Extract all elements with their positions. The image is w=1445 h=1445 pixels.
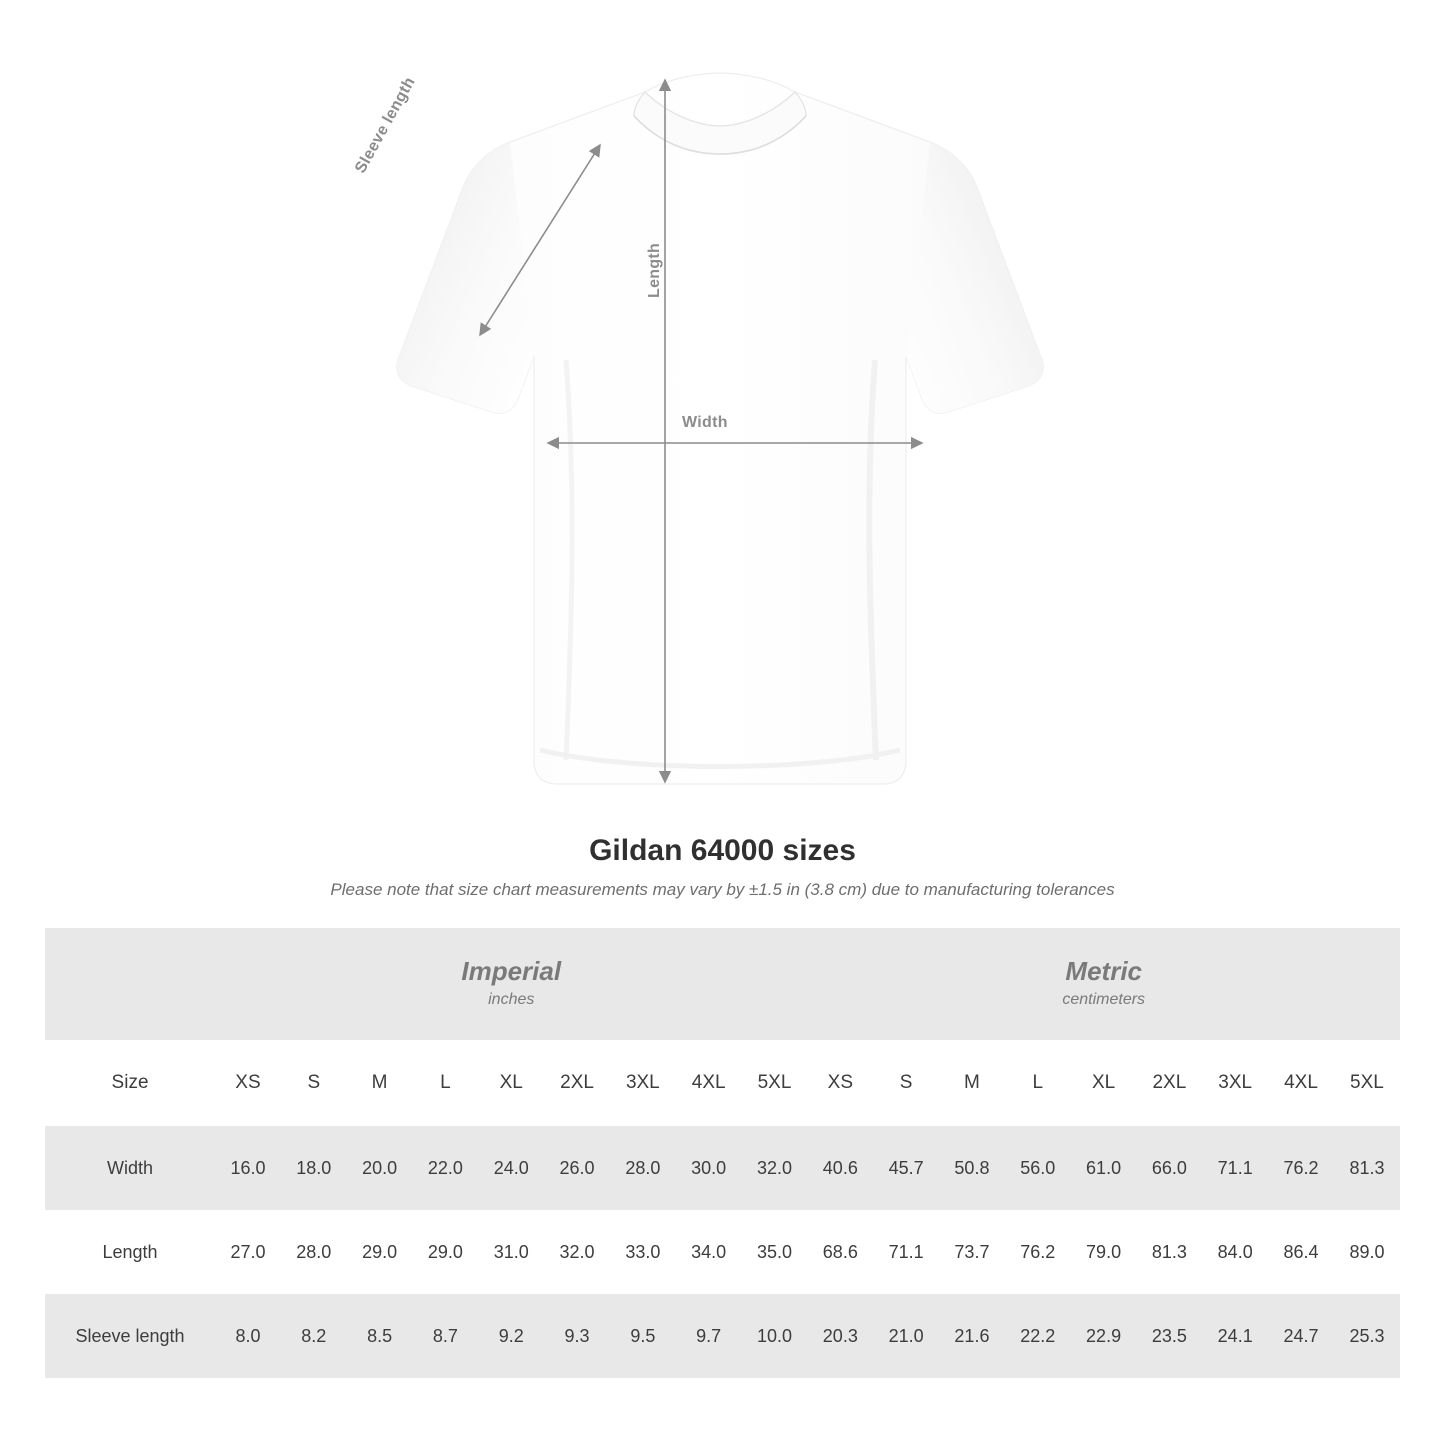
col-header-imp-3xl: 3XL: [610, 1040, 676, 1126]
col-header-met-4xl: 4XL: [1268, 1040, 1334, 1126]
cell-sleeve-imp-l: 8.7: [413, 1294, 479, 1378]
cell-length-met-xs: 68.6: [807, 1210, 873, 1294]
cell-width-imp-m: 20.0: [347, 1126, 413, 1210]
cell-length-met-xl: 79.0: [1071, 1210, 1137, 1294]
table-row: [45, 1210, 1400, 1294]
cell-width-imp-xs: 16.0: [215, 1126, 281, 1210]
col-header-imp-m: M: [347, 1040, 413, 1126]
unit-metric-sub: centimeters: [1062, 991, 1146, 1009]
cell-sleeve-met-xs: 20.3: [807, 1294, 873, 1378]
cell-sleeve-imp-m: 8.5: [347, 1294, 413, 1378]
col-header-met-l: L: [1005, 1040, 1071, 1126]
cell-width-imp-4xl: 30.0: [676, 1126, 742, 1210]
cell-width-met-l: 56.0: [1005, 1126, 1071, 1210]
cell-length-met-5xl: 89.0: [1334, 1210, 1400, 1294]
row-label-length: Length: [45, 1210, 215, 1294]
cell-width-met-4xl: 76.2: [1268, 1126, 1334, 1210]
cell-length-met-3xl: 84.0: [1202, 1210, 1268, 1294]
cell-width-imp-5xl: 32.0: [742, 1126, 808, 1210]
units-header-row: [45, 928, 1400, 1040]
cell-sleeve-imp-2xl: 9.3: [544, 1294, 610, 1378]
cell-width-met-3xl: 71.1: [1202, 1126, 1268, 1210]
col-header-met-xl: XL: [1071, 1040, 1137, 1126]
unit-metric: [807, 928, 1400, 1040]
cell-length-imp-4xl: 34.0: [676, 1210, 742, 1294]
col-header-met-xs: XS: [807, 1040, 873, 1126]
cell-sleeve-met-2xl: 23.5: [1136, 1294, 1202, 1378]
row-label-sleeve-length: Sleeve length: [45, 1294, 215, 1378]
col-header-imp-5xl: 5XL: [742, 1040, 808, 1126]
cell-length-imp-xs: 27.0: [215, 1210, 281, 1294]
cell-width-met-xl: 61.0: [1071, 1126, 1137, 1210]
page-title: Gildan 64000 sizes: [589, 834, 856, 867]
cell-width-met-2xl: 66.0: [1136, 1126, 1202, 1210]
cell-sleeve-met-4xl: 24.7: [1268, 1294, 1334, 1378]
col-header-met-2xl: 2XL: [1136, 1040, 1202, 1126]
size-table-wrap: [45, 928, 1400, 1378]
unit-imperial-sub: inches: [488, 991, 535, 1009]
cell-length-imp-3xl: 33.0: [610, 1210, 676, 1294]
col-header-met-5xl: 5XL: [1334, 1040, 1400, 1126]
col-header-imp-4xl: 4XL: [676, 1040, 742, 1126]
cell-sleeve-imp-4xl: 9.7: [676, 1294, 742, 1378]
size-header-row: [45, 1040, 1400, 1126]
cell-sleeve-met-3xl: 24.1: [1202, 1294, 1268, 1378]
unit-imperial-name: Imperial: [461, 955, 562, 986]
cell-length-imp-s: 28.0: [281, 1210, 347, 1294]
col-header-imp-l: L: [413, 1040, 479, 1126]
row-header-size: Size: [45, 1040, 215, 1126]
cell-width-imp-3xl: 28.0: [610, 1126, 676, 1210]
cell-length-imp-l: 29.0: [413, 1210, 479, 1294]
cell-width-imp-2xl: 26.0: [544, 1126, 610, 1210]
col-header-imp-xs: XS: [215, 1040, 281, 1126]
cell-width-met-s: 45.7: [873, 1126, 939, 1210]
sleeve-length-label: Sleeve length: [352, 74, 419, 177]
units-spacer: [45, 928, 215, 1040]
tolerance-note: Please note that size chart measurements may vary by ±1.5 in (3.8 cm) due to manufacturing tolerances: [330, 880, 1115, 899]
table-row: [45, 1294, 1400, 1378]
cell-sleeve-imp-xs: 8.0: [215, 1294, 281, 1378]
row-label-width: Width: [45, 1126, 215, 1210]
title-block: [0, 834, 1445, 900]
size-table: [45, 928, 1400, 1378]
col-header-imp-s: S: [281, 1040, 347, 1126]
cell-width-imp-l: 22.0: [413, 1126, 479, 1210]
cell-length-imp-5xl: 35.0: [742, 1210, 808, 1294]
width-label: Width: [682, 414, 728, 431]
col-header-met-m: M: [939, 1040, 1005, 1126]
cell-sleeve-met-5xl: 25.3: [1334, 1294, 1400, 1378]
cell-width-met-xs: 40.6: [807, 1126, 873, 1210]
length-label: Length: [646, 242, 663, 298]
table-row: [45, 1126, 1400, 1210]
cell-sleeve-met-l: 22.2: [1005, 1294, 1071, 1378]
cell-sleeve-imp-s: 8.2: [281, 1294, 347, 1378]
cell-width-imp-xl: 24.0: [478, 1126, 544, 1210]
cell-sleeve-imp-xl: 9.2: [478, 1294, 544, 1378]
unit-imperial: [215, 928, 807, 1040]
cell-width-imp-s: 18.0: [281, 1126, 347, 1210]
col-header-imp-2xl: 2XL: [544, 1040, 610, 1126]
cell-length-imp-xl: 31.0: [478, 1210, 544, 1294]
cell-sleeve-met-m: 21.6: [939, 1294, 1005, 1378]
cell-width-met-5xl: 81.3: [1334, 1126, 1400, 1210]
col-header-imp-xl: XL: [478, 1040, 544, 1126]
cell-sleeve-met-xl: 22.9: [1071, 1294, 1137, 1378]
unit-metric-name: Metric: [1065, 955, 1142, 986]
cell-sleeve-imp-5xl: 10.0: [742, 1294, 808, 1378]
cell-length-met-2xl: 81.3: [1136, 1210, 1202, 1294]
cell-width-met-m: 50.8: [939, 1126, 1005, 1210]
cell-sleeve-imp-3xl: 9.5: [610, 1294, 676, 1378]
cell-length-imp-2xl: 32.0: [544, 1210, 610, 1294]
col-header-met-3xl: 3XL: [1202, 1040, 1268, 1126]
cell-length-met-m: 73.7: [939, 1210, 1005, 1294]
cell-length-imp-m: 29.0: [347, 1210, 413, 1294]
cell-length-met-l: 76.2: [1005, 1210, 1071, 1294]
cell-sleeve-met-s: 21.0: [873, 1294, 939, 1378]
col-header-met-s: S: [873, 1040, 939, 1126]
cell-length-met-s: 71.1: [873, 1210, 939, 1294]
cell-length-met-4xl: 86.4: [1268, 1210, 1334, 1294]
